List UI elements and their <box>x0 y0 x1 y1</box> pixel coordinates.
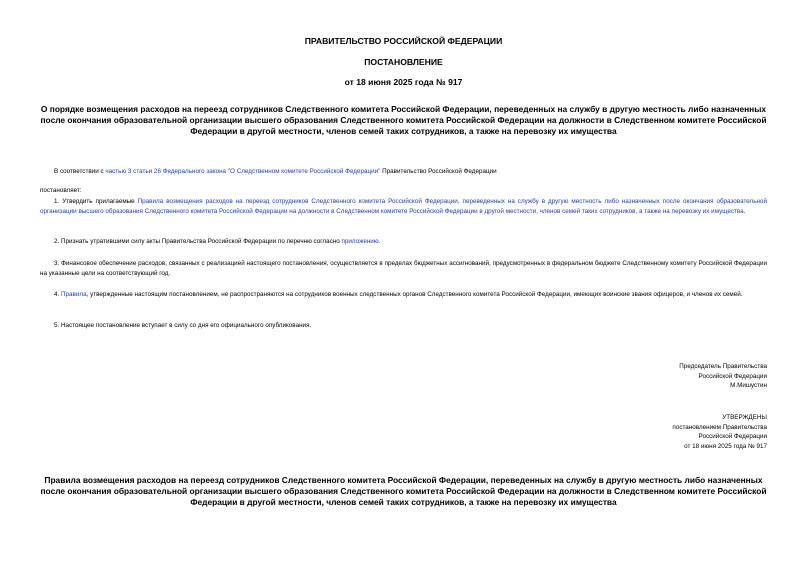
item-2 <box>40 237 767 247</box>
document-date-number: от 18 июня 2025 года № 917 <box>344 77 463 87</box>
document-title: О порядке возмещения расходов на переезд сотрудников Следственного комитета Российской Федерации, переведенных на службу в другую местность либо назначенных после окончания образовательной организации высшего образования Следственного комитета Российской Федерации на должности в Следственном комитете Российской Федерации в другой местности, членов семей таких сотрудников, а также на перевозку их имущества <box>40 104 767 136</box>
preamble-text-end: Правительство Российской Федерации <box>380 168 497 175</box>
approval-block <box>672 413 767 451</box>
preamble <box>54 167 774 177</box>
item-2-text: 2. Признать утратившими силу акты Правительства Российской Федерации по перечню согласно <box>54 238 342 245</box>
item-3: 3. Финансовое обеспечение расходов, связанных с реализацией настоящего постановления, осуществляется в пределах бюджетных ассигнований, предусмотренных в федеральном бюджете Следственному комитету Российской Федерации на указанные цели на соответствующий год. <box>40 260 767 277</box>
item-2-end: . <box>378 238 381 245</box>
signature-name: М.Мишустин <box>730 382 767 390</box>
rules-link[interactable]: Правила возмещения расходов на переезд сотрудников Следственного комитета Российской Федерации, переведенных на службу в другую местность либо назначенных после окончания образовательной организации высшего образования Следственного комитета Российской Федерации на должности в Следственном комитете Российской Федерации в другой местности, членов семей таких сотрудников, а также на перевозку их имущества <box>40 198 768 215</box>
item-1-text: 1. Утвердить прилагаемые <box>54 198 138 205</box>
signature-position: Председатель Правительства <box>679 363 767 370</box>
item-1 <box>40 197 767 216</box>
document-type: ПОСТАНОВЛЕНИЕ <box>364 57 443 67</box>
approval-date: от 18 июня 2025 года № 917 <box>684 442 767 450</box>
signature-org: Российской Федерации <box>698 372 767 380</box>
item-1-end: . <box>743 207 746 215</box>
government-heading: ПРАВИТЕЛЬСТВО РОССИЙСКОЙ ФЕДЕРАЦИИ <box>304 36 503 46</box>
rules-title: Правила возмещения расходов на переезд сотрудников Следственного комитета Российской Федерации, переведенных на службу в другую местность либо назначенных после окончания образовательной организации высшего образования Следственного комитета Российской Федерации на должности в Следственном комитете Российской Федерации в другой местности, членов семей таких сотрудников, а также на перевозку их имущества <box>40 475 767 507</box>
signature-block <box>679 362 767 391</box>
rules-short-link[interactable]: Правила <box>61 291 87 298</box>
item-4-end: , утвержденные настоящим постановлением, не распространяются на сотрудников военных следственных органов Следственного комитета Российской Федерации, имеющих воинские звания офицеров, и членов их семей. <box>86 291 743 298</box>
decides-label: постановляет: <box>40 187 82 194</box>
law-link[interactable]: частью 3 статьи 26 Федерального закона "О Следственном комитете Российской Федерации" <box>105 168 381 175</box>
item-5: 5. Настоящее постановление вступает в силу со дня его официального опубликования. <box>54 322 312 329</box>
preamble-text: В соответствии с <box>54 168 106 175</box>
appendix-link[interactable]: приложению <box>341 238 379 245</box>
approval-label: УТВЕРЖДЕНЫ <box>722 414 767 421</box>
approval-org: Российской Федерации <box>698 433 767 441</box>
item-4 <box>40 290 767 300</box>
item-4-text: 4. <box>54 291 62 298</box>
approval-by: постановлением Правительства <box>672 423 767 431</box>
